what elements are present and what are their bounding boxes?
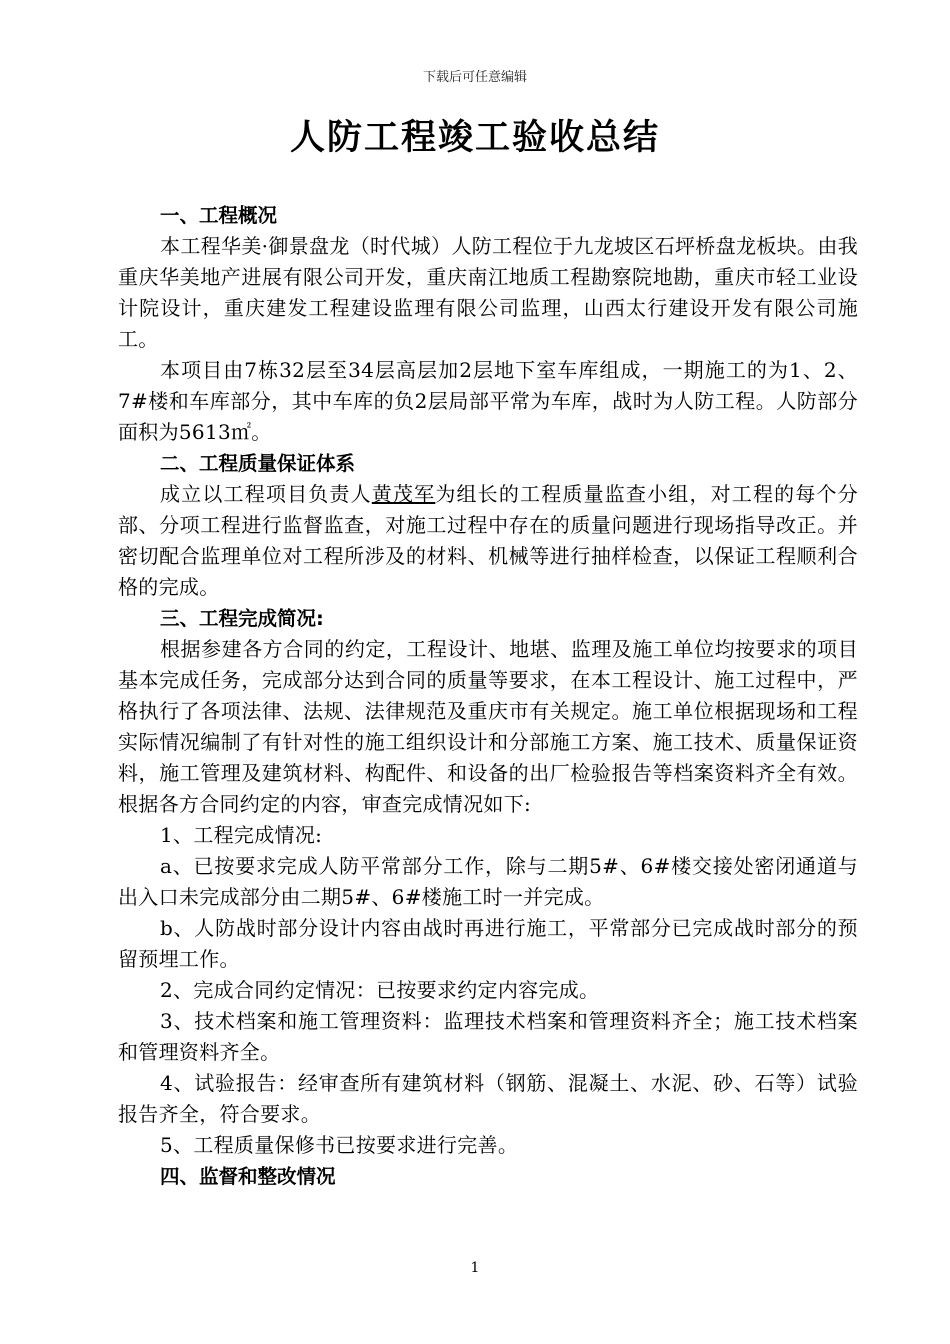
paragraph-completion-summary: 根据参建各方合同的约定，工程设计、地堪、监理及施工单位均按要求的项目基本完成任务，完成部分达到合同的质量等要求，在本工程设计、施工过程中，严格执行了各项法律、法规、法律规范及重庆市有关规定。施工单位根据现场和工程实际情况编制了有针对性的施工组织设计和分部施工方案、施工技术、质量保证资料，施工管理及建筑材料、构配件、和设备的出厂检验报告等档案资料齐全有效。根据各方合同约定的内容，审查完成情况如下:	[118, 637, 858, 816]
section-heading-quality-system: 二、工程质量保证体系	[160, 452, 356, 475]
page-number: 1	[470, 1260, 480, 1276]
document-title: 人防工程竣工验收总结	[289, 118, 660, 158]
list-item-completion-status-b: b、人防战时部分设计内容由战时再进行施工，平常部分已完成战时部分的预留预埋工作。	[118, 916, 858, 971]
team-leader-name: 黄茂军	[371, 482, 436, 506]
quality-team-text-before: 成立以工程项目负责人	[160, 482, 372, 506]
list-item-completion-status: 1、工程完成情况:	[160, 823, 323, 847]
document-body	[118, 200, 858, 1192]
section-heading-overview: 一、工程概况	[160, 204, 278, 227]
paragraph-project-scope: 本项目由7栋32层至34层高层加2层地下室车库组成，一期施工的为1、2、7#楼和车库部分，其中车库的负2层局部平常为车库，战时为人防工程。人防部分面积为5613㎡。	[118, 358, 858, 444]
list-item-technical-archives: 3、技术档案和施工管理资料：监理技术档案和管理资料齐全；施工技术档案和管理资料齐全。	[118, 1009, 858, 1064]
header-note: 下载后可任意编辑	[422, 70, 527, 85]
list-item-test-reports: 4、试验报告：经审查所有建筑材料（钢筋、混凝土、水泥、砂、石等）试验报告齐全，符合要求。	[118, 1071, 858, 1126]
paragraph-project-parties: 本工程华美·御景盘龙（时代城）人防工程位于九龙坡区石坪桥盘龙板块。由我重庆华美地产进展有限公司开发，重庆南江地质工程勘察院地勘，重庆市轻工业设计院设计，重庆建发工程建设监理有限公司监理，山西太行建设开发有限公司施工。	[118, 234, 858, 351]
list-item-completion-status-a: a、已按要求完成人防平常部分工作，除与二期5#、6#楼交接处密闭通道与出入口未完成部分由二期5#、6#楼施工时一并完成。	[118, 854, 858, 909]
list-item-contract-completion: 2、完成合同约定情况：已按要求约定内容完成。	[160, 978, 600, 1002]
quality-team-text-after: 为组长的工程质量监查小组，对工程的每个分部、分项工程进行监督监查，对施工过程中存在的质量问题进行现场指导改正。并密切配合监理单位对工程所涉及的材料、机械等进行抽样检查，以保证工程顺利合格的完成。	[118, 482, 859, 599]
list-item-warranty: 5、工程质量保修书已按要求进行完善。	[160, 1133, 519, 1157]
section-heading-completion: 三、工程完成简况:	[160, 607, 324, 630]
section-heading-supervision: 四、监督和整改情况	[160, 1165, 336, 1188]
paragraph-quality-team	[118, 479, 858, 603]
